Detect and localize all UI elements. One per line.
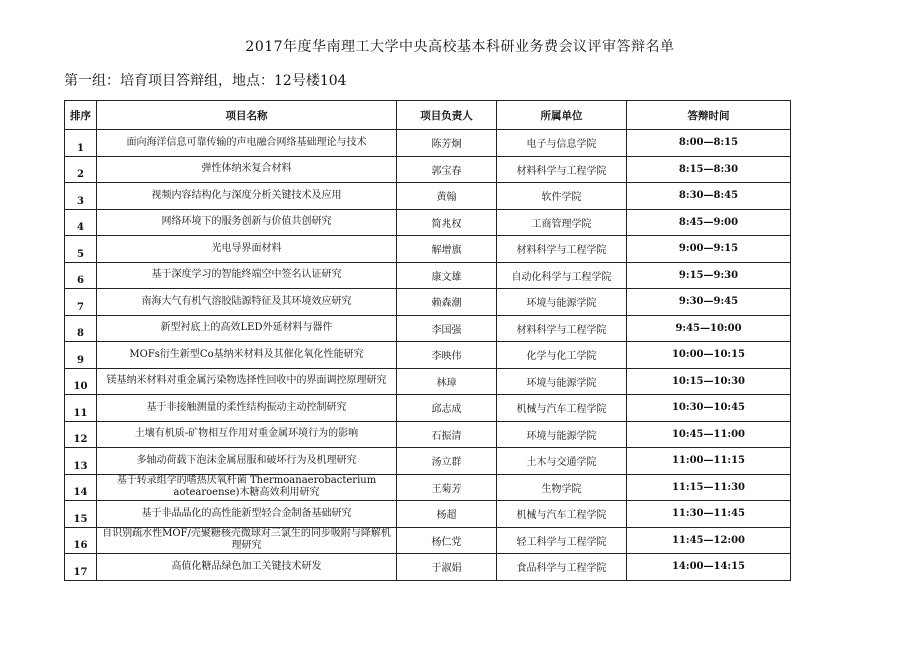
row-project-name: 面向海洋信息可靠传输的声电融合网络基础理论与技术 (97, 130, 397, 157)
row-order: 5 (65, 236, 97, 263)
row-project-leader: 黄翰 (397, 183, 497, 210)
row-unit: 电子与信息学院 (497, 130, 627, 157)
row-order: 11 (65, 395, 97, 422)
row-unit: 工商管理学院 (497, 209, 627, 236)
table-row (65, 289, 791, 316)
row-project-name: 基于深度学习的智能终端空中签名认证研究 (97, 262, 397, 289)
row-defense-time: 10:45—11:00 (627, 421, 791, 448)
table-row (65, 527, 791, 554)
row-order: 8 (65, 315, 97, 342)
row-unit: 机械与汽车工程学院 (497, 501, 627, 528)
row-project-leader: 杨仁党 (397, 527, 497, 554)
row-project-leader: 康文雄 (397, 262, 497, 289)
row-project-name: 基于转录组学的嗜热厌氧杆菌 Thermoanaerobacterium aotearoense)木糖高效利用研究 (97, 474, 397, 501)
row-unit: 环境与能源学院 (497, 289, 627, 316)
row-project-leader: 杨超 (397, 501, 497, 528)
row-defense-time: 11:15—11:30 (627, 474, 791, 501)
row-unit: 化学与化工学院 (497, 342, 627, 369)
table-row (65, 342, 791, 369)
row-order: 2 (65, 156, 97, 183)
row-project-leader: 李映伟 (397, 342, 497, 369)
table-row (65, 448, 791, 475)
row-project-name: 土壤有机质-矿物相互作用对重金属环境行为的影响 (97, 421, 397, 448)
row-project-name: 弹性体纳米复合材料 (97, 156, 397, 183)
row-project-leader: 李国强 (397, 315, 497, 342)
row-unit: 自动化科学与工程学院 (497, 262, 627, 289)
row-unit: 环境与能源学院 (497, 421, 627, 448)
table-row (65, 368, 791, 395)
row-project-leader: 陈芳炯 (397, 130, 497, 157)
row-defense-time: 8:45—9:00 (627, 209, 791, 236)
row-order: 16 (65, 527, 97, 554)
table-row (65, 501, 791, 528)
row-order: 13 (65, 448, 97, 475)
row-unit: 食品科学与工程学院 (497, 554, 627, 581)
row-project-name: MOFs衍生新型Co基纳米材料及其催化氧化性能研究 (97, 342, 397, 369)
table-row (65, 554, 791, 581)
row-unit: 材料科学与工程学院 (497, 156, 627, 183)
table-row (65, 209, 791, 236)
row-project-name: 自识别疏水性MOF/壳聚糖核壳微球对三氯生的同步吸附与降解机理研究 (97, 527, 397, 554)
row-unit: 材料科学与工程学院 (497, 315, 627, 342)
row-project-leader: 郭宝春 (397, 156, 497, 183)
row-project-name: 新型衬底上的高效LED外延材料与器件 (97, 315, 397, 342)
table-row (65, 262, 791, 289)
row-defense-time: 8:00—8:15 (627, 130, 791, 157)
row-unit: 轻工科学与工程学院 (497, 527, 627, 554)
row-defense-time: 11:30—11:45 (627, 501, 791, 528)
header-project-name: 项目名称 (97, 101, 397, 130)
row-order: 6 (65, 262, 97, 289)
row-unit: 机械与汽车工程学院 (497, 395, 627, 422)
row-project-leader: 简兆权 (397, 209, 497, 236)
row-defense-time: 14:00—14:15 (627, 554, 791, 581)
row-defense-time: 10:15—10:30 (627, 368, 791, 395)
header-order: 排序 (65, 101, 97, 130)
table-row (65, 183, 791, 210)
row-project-leader: 解增旗 (397, 236, 497, 263)
row-unit: 材料科学与工程学院 (497, 236, 627, 263)
table-row (65, 130, 791, 157)
row-defense-time: 8:15—8:30 (627, 156, 791, 183)
row-defense-time: 10:00—10:15 (627, 342, 791, 369)
header-project-leader: 项目负责人 (397, 101, 497, 130)
row-defense-time: 9:00—9:15 (627, 236, 791, 263)
row-defense-time: 8:30—8:45 (627, 183, 791, 210)
table-row (65, 474, 791, 501)
header-unit: 所属单位 (497, 101, 627, 130)
row-project-leader: 邱志成 (397, 395, 497, 422)
row-project-name: 基于非晶晶化的高性能新型轻合金制备基础研究 (97, 501, 397, 528)
row-order: 3 (65, 183, 97, 210)
row-project-name: 南海大气有机气溶胶陆源特征及其环境效应研究 (97, 289, 397, 316)
table-row (65, 156, 791, 183)
row-project-leader: 汤立群 (397, 448, 497, 475)
row-defense-time: 9:15—9:30 (627, 262, 791, 289)
row-defense-time: 11:45—12:00 (627, 527, 791, 554)
table-row (65, 421, 791, 448)
row-project-leader: 林璋 (397, 368, 497, 395)
row-order: 9 (65, 342, 97, 369)
row-order: 15 (65, 501, 97, 528)
row-order: 1 (65, 130, 97, 157)
table-row (65, 236, 791, 263)
row-project-name: 镁基纳米材料对重金属污染物选择性回收中的界面调控原理研究 (97, 368, 397, 395)
table-header-row (65, 101, 791, 130)
group-subtitle: 第一组：培育项目答辩组，地点：12号楼104 (64, 73, 347, 89)
row-project-name: 网络环境下的服务创新与价值共创研究 (97, 209, 397, 236)
row-project-name: 高值化糖品绿色加工关键技术研发 (97, 554, 397, 581)
row-project-leader: 王菊芳 (397, 474, 497, 501)
document-title: 2017年度华南理工大学中央高校基本科研业务费会议评审答辩名单 (245, 39, 675, 55)
row-unit: 生物学院 (497, 474, 627, 501)
row-project-name: 基于非接触测量的柔性结构振动主动控制研究 (97, 395, 397, 422)
row-project-leader: 石振清 (397, 421, 497, 448)
row-order: 7 (65, 289, 97, 316)
row-unit: 环境与能源学院 (497, 368, 627, 395)
row-project-name: 多轴动荷载下泡沫金属屈服和破坏行为及机理研究 (97, 448, 397, 475)
row-unit: 土木与交通学院 (497, 448, 627, 475)
row-project-name: 光电导界面材料 (97, 236, 397, 263)
row-project-name: 视频内容结构化与深度分析关键技术及应用 (97, 183, 397, 210)
row-order: 10 (65, 368, 97, 395)
row-project-leader: 赖森潮 (397, 289, 497, 316)
row-defense-time: 9:45—10:00 (627, 315, 791, 342)
row-order: 17 (65, 554, 97, 581)
table-row (65, 395, 791, 422)
row-order: 4 (65, 209, 97, 236)
table-row (65, 315, 791, 342)
row-order: 14 (65, 474, 97, 501)
row-order: 12 (65, 421, 97, 448)
schedule-table (64, 100, 791, 581)
row-defense-time: 10:30—10:45 (627, 395, 791, 422)
row-defense-time: 11:00—11:15 (627, 448, 791, 475)
row-defense-time: 9:30—9:45 (627, 289, 791, 316)
row-unit: 软件学院 (497, 183, 627, 210)
header-defense-time: 答辩时间 (627, 101, 791, 130)
row-project-leader: 于淑娟 (397, 554, 497, 581)
